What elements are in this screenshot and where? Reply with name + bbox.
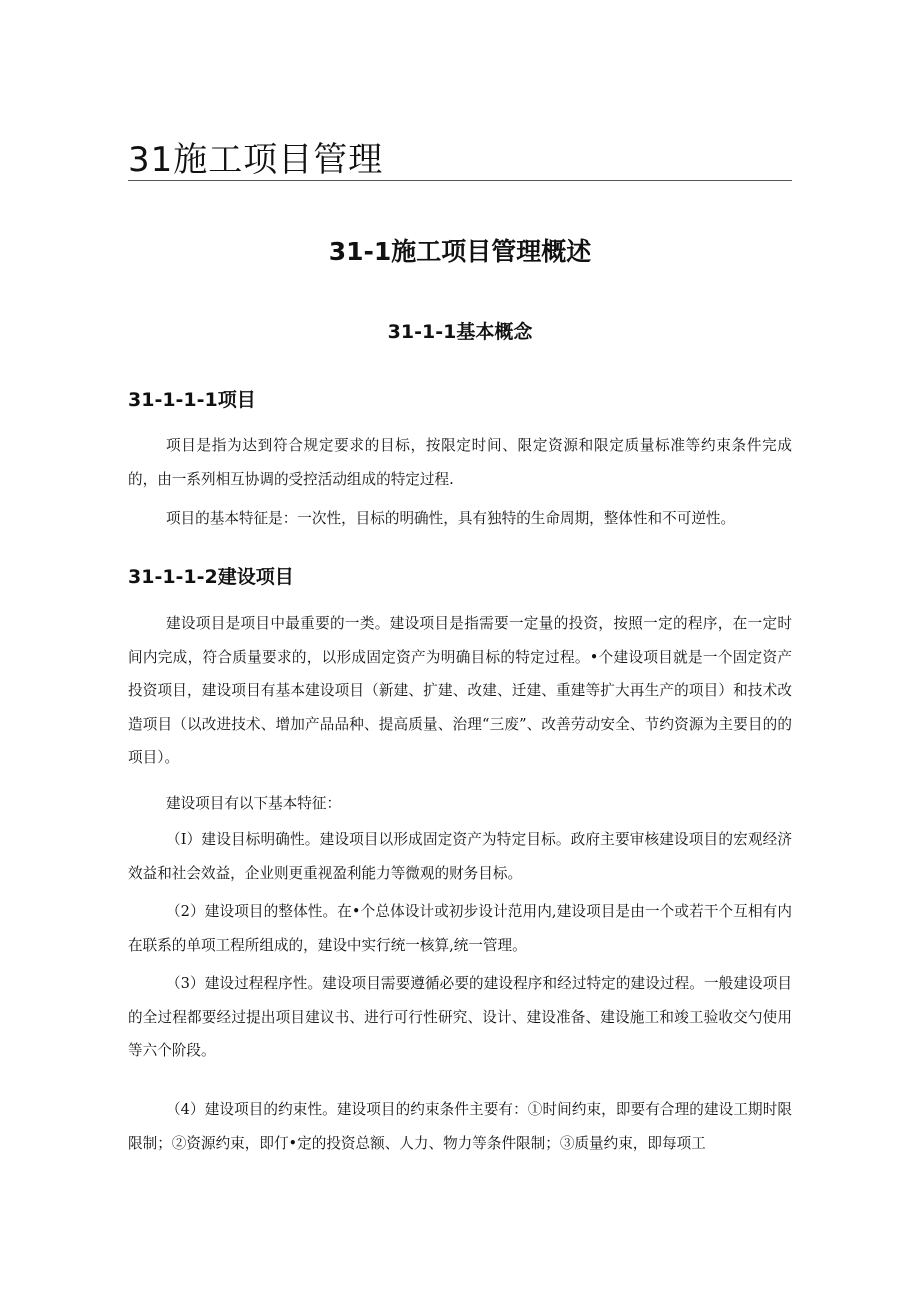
section-title: 31-1施工项目管理概述 xyxy=(328,237,592,266)
paragraph-feature-4: （4）建设项目的约束性。建设项目的约束条件主要有：①时间约束，即要有合理的建设工期时限限制；②资源约束，即仃•定的投资总额、人力、物力等条件限制；③质量约束，即每项工 xyxy=(128,1101,792,1152)
chapter-title: 31施工项目管理 xyxy=(128,140,384,180)
paragraph-construction-features-intro: 建设项目有以下基本特征： xyxy=(165,795,342,812)
subsection-title: 31-1-1基本概念 xyxy=(387,321,533,343)
heading-construction-project: 31-1-1-2建设项目 xyxy=(128,566,294,588)
paragraph-feature-1: （I）建设目标明确性。建设项目以形成固定资产为特定目标。政府主要审核建设项目的宏观经济效益和社会效益，企业则更重视盈利能力等微观的财务目标。 xyxy=(128,831,792,882)
paragraph-feature-3: （3）建设过程程序性。建设项目需要遵循必要的建设程序和经过特定的建设过程。一般建设项目的全过程都要经过提出项目建议书、进行可行性研究、设计、建设准备、建设施工和竣工验收交勺使用等六个阶段。 xyxy=(128,975,792,1059)
paragraph-feature-2: （2）建设项目的整体性。在•个总体设计或初步设计范用内,建设项目是由一个或若干个互相有内在联系的单项工程所组成的，建设中实行统一核算,统一管理。 xyxy=(128,903,792,954)
paragraph-project-definition: 项目是指为达到符合规定要求的目标，按限定时间、限定资源和限定质量标准等约束条件完成的，由一系列相互协调的受控活动组成的特定过程. xyxy=(128,437,792,488)
chapter-title-rule xyxy=(128,180,792,181)
paragraph-construction-definition: 建设项目是项目中最重要的一类。建设项目是指需要一定量的投资，按照一定的程序，在一定时间内完成，符合质量要求的，以形成固定资产为明确目标的特定过程。•个建设项目就是一个固定资产投资项目，建设项目有基本建设项目（新建、扩建、改建、迁建、重建等扩大再生产的项目）和技术改造项目（以改进技术、增加产品品种、提高质量、治理“三废”、改善劳动安全、节约资源为主要目的的项目）。 xyxy=(128,615,792,766)
paragraph-project-features: 项目的基本特征是：一次性，目标的明确性，具有独特的生命周期，整体性和不可逆性。 xyxy=(165,510,736,527)
heading-project: 31-1-1-1项目 xyxy=(128,389,256,411)
